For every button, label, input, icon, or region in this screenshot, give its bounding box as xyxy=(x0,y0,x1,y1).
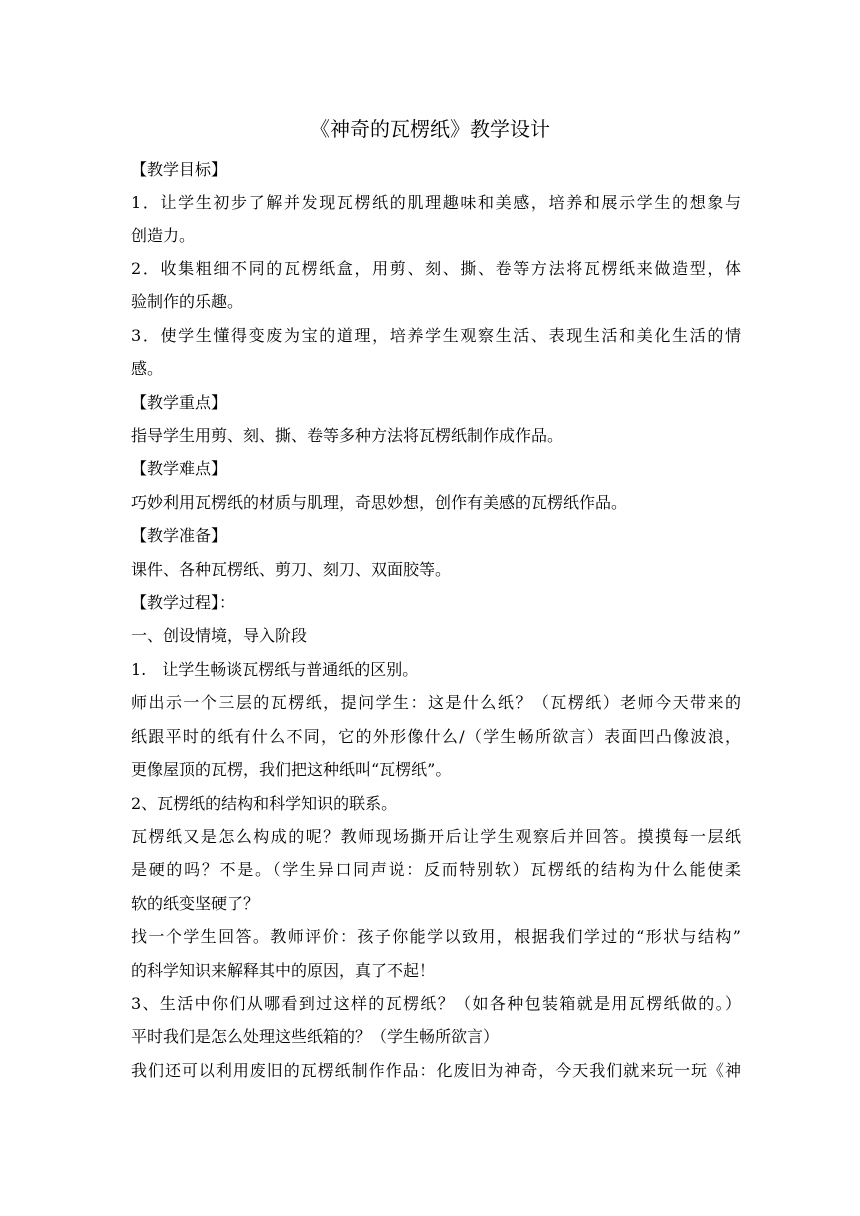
paragraph-line: 3．使学生懂得变废为宝的道理，培养学生观察生活、表现生活和美化生活的情 xyxy=(131,326,741,345)
paragraph-line: 更像屋顶的瓦楞，我们把这种纸叫“瓦楞纸”。 xyxy=(131,760,452,779)
section-heading: 一、创设情境，导入阶段 xyxy=(131,626,308,645)
paragraph-line: 软的纸变坚硬了？ xyxy=(131,894,260,913)
paragraph-line: 感。 xyxy=(131,359,164,378)
paragraph-line: 1. 让学生畅谈瓦楞纸与普通纸的区别。 xyxy=(131,660,419,679)
paragraph-line: 我们还可以利用废旧的瓦楞纸制作作品：化废旧为神奇，今天我们就来玩一玩《神 xyxy=(131,1061,741,1080)
paragraph-line: 找一个学生回答。教师评价：孩子你能学以致用，根据我们学过的“形状与结构” xyxy=(131,927,741,946)
paragraph-line: 指导学生用剪、刻、撕、卷等多种方法将瓦楞纸制作成作品。 xyxy=(131,426,564,445)
paragraph-line: 1．让学生初步了解并发现瓦楞纸的肌理趣味和美感，培养和展示学生的想象与 xyxy=(131,193,741,212)
paragraph-line: 验制作的乐趣。 xyxy=(131,292,244,311)
paragraph-line: 巧妙利用瓦楞纸的材质与肌理，奇思妙想，创作有美感的瓦楞纸作品。 xyxy=(131,493,628,512)
paragraph-line: 课件、各种瓦楞纸、剪刀、刻刀、双面胶等。 xyxy=(131,560,452,579)
paragraph-line: 纸跟平时的纸有什么不同，它的外形像什么/（学生畅所欲言）表面凹凸像波浪， xyxy=(131,727,741,746)
paragraph-line: 3、生活中你们从哪看到过这样的瓦楞纸？（如各种包装箱就是用瓦楞纸做的。） xyxy=(131,994,741,1013)
paragraph-line: 创造力。 xyxy=(131,226,196,245)
paragraph-line: 2．收集粗细不同的瓦楞纸盒，用剪、刻、撕、卷等方法将瓦楞纸来做造型，体 xyxy=(131,259,741,278)
heading-teaching-preparation: 【教学准备】 xyxy=(131,526,228,545)
heading-teaching-objectives: 【教学目标】 xyxy=(131,160,228,179)
heading-teaching-difficulty: 【教学难点】 xyxy=(131,459,228,478)
paragraph-line: 瓦楞纸又是怎么构成的呢？教师现场撕开后让学生观察后并回答。摸摸每一层纸 xyxy=(131,827,741,846)
paragraph-line: 师出示一个三层的瓦楞纸，提问学生：这是什么纸？（瓦楞纸）老师今天带来的 xyxy=(131,693,741,712)
paragraph-line: 平时我们是怎么处理这些纸箱的？（学生畅所欲言） xyxy=(131,1027,500,1046)
paragraph-line: 的科学知识来解释其中的原因，真了不起！ xyxy=(131,961,436,980)
document-title: 《神奇的瓦楞纸》教学设计 xyxy=(310,117,550,141)
heading-teaching-focus: 【教学重点】 xyxy=(131,393,228,412)
paragraph-line: 是硬的吗？不是。（学生异口同声说：反而特别软）瓦楞纸的结构为什么能使柔 xyxy=(131,860,741,879)
heading-teaching-process: 【教学过程】： xyxy=(131,593,236,612)
paragraph-line: 2、瓦楞纸的结构和科学知识的联系。 xyxy=(131,794,398,813)
